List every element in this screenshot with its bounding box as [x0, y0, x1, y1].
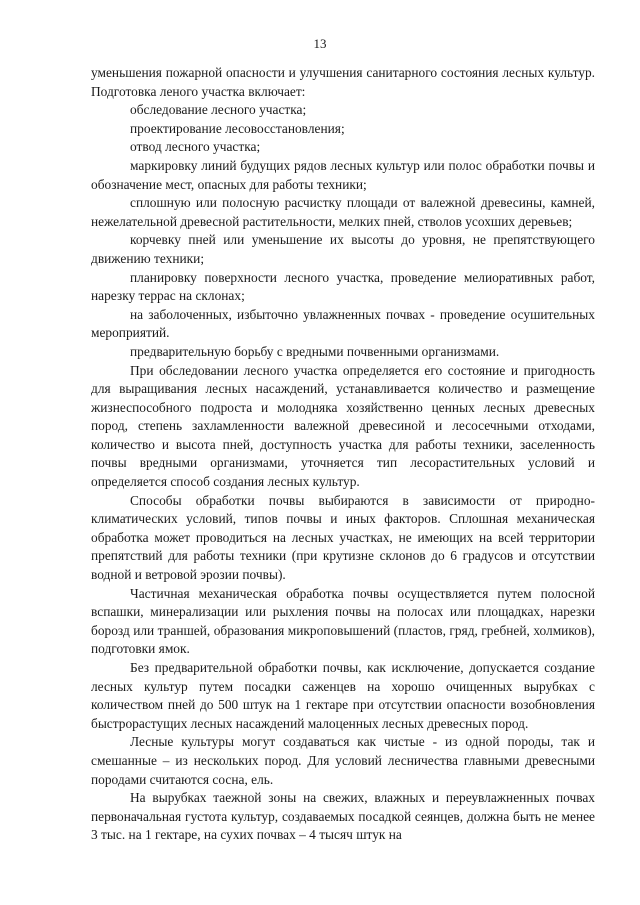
document-body — [91, 64, 595, 845]
list-item-survey: обследование лесного участка; — [130, 102, 307, 118]
paragraph-crop-types: Лесные культуры могут создаваться как чистые - из одной породы, так и смешанные – из нескольких пород. Для условий лесничества главными древесными породами считаются сосна, ель. — [91, 734, 595, 787]
paragraph-density: На вырубках таежной зоны на свежих, влажных и переувлажненных почвах первоначальная густота культур, создаваемых посадкой сеянцев, должна быть не менее 3 тыс. на 1 гектаре, на сухих почвах – 4 тысяч штук на — [91, 790, 595, 843]
list-item-drainage: на заболоченных, избыточно увлажненных почвах - проведение осушительных мероприятий. — [91, 306, 595, 341]
list-item-clearing: сплошную или полосную расчистку площади от валежной древесины, камней, нежелательной древесной растительности, мелких пней, стволов усохших деревьев; — [91, 195, 595, 229]
paragraph-survey: При обследовании лесного участка определяется его состояние и пригодность для выращивания лесных насаждений, устанавливается количество и размещение жизнеспособного подроста и молодняка хозяйственно ценных лесных древесных пород, степень захламленности валежной древесиной и лесосечными отходами, количество и высота пней, доступность участка для работы техники, заселенность почвы вредными организмами, уточняется тип лесорастительных условий и определяется способ создания лесных культур. — [91, 362, 595, 490]
list-item-allotment: отвод лесного участка; — [130, 139, 261, 155]
paragraph-continuation: уменьшения пожарной опасности и улучшения санитарного состояния лесных культур. Подготовка леного участка включает: — [91, 65, 595, 99]
list-item-leveling: планировку поверхности лесного участка, проведение мелиоративных работ, нарезку террас на склонах; — [91, 269, 595, 304]
list-item-design: проектирование лесовосстановления; — [130, 120, 345, 136]
list-item-stumping: корчевку пней или уменьшение их высоты до уровня, не препятствующего движению техники; — [91, 232, 595, 266]
page-number: 13 — [313, 36, 327, 51]
paragraph-partial-tillage: Частичная механическая обработка почвы осуществляется путем полосной вспашки, минерализации или рыхления почвы на полосах или площадках, нарезки борозд или траншей, образования микроповышений (пластов, гряд, гребней, холмиков), подготовки ямок. — [91, 585, 595, 657]
list-item-pest-control: предварительную борьбу с вредными почвенными организмами. — [130, 343, 500, 359]
paragraph-tillage-methods: Способы обработки почвы выбираются в зависимости от природно-климатических условий, типов почвы и иных факторов. Сплошная механическая обработка может проводиться на лесных участках, не имеющих на всей территории препятствий для работы техники (при крутизне склонов до 6 градусов и отсутствии водной и ветровой эрозии почвы). — [91, 492, 595, 583]
paragraph-no-tillage: Без предварительной обработки почвы, как исключение, допускается создание лесных культур путем посадки саженцев на хорошо очищенных вырубках с количеством пней до 500 штук на 1 гектаре при отсутствии опасности возобновления быстрорастущих лесных насаждений малоценных лесных древесных пород. — [91, 660, 595, 731]
list-item-marking: маркировку линий будущих рядов лесных культур или полос обработки почвы и обозначение мест, опасных для работы техники; — [91, 157, 595, 192]
